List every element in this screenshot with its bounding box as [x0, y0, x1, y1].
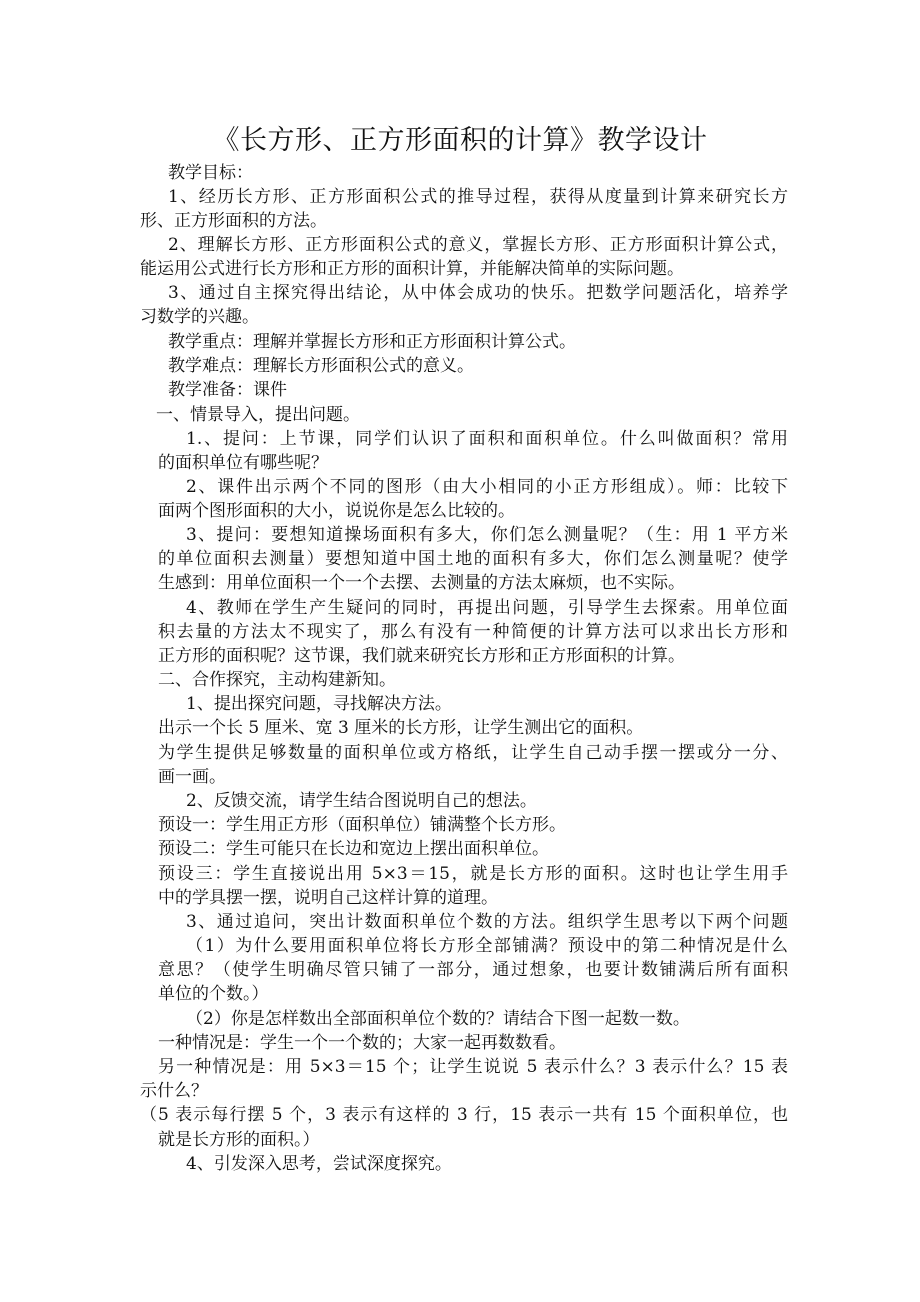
text-line: 能运用公式进行长方形和正方形的面积计算，并能解决简单的实际问题。	[140, 259, 684, 279]
text-line: 3、通过自主探究得出结论，从中体会成功的快乐。把数学问题活化，培养学	[168, 283, 788, 303]
text-line: 预设二：学生可能只在长边和宽边上摆出面积单位。	[158, 839, 549, 859]
text-line: 另一种情况是：用 5×3＝15 个；让学生说说 5 表示什么？3 表示什么？15 表	[158, 1057, 788, 1077]
text-line: 教学准备：课件	[168, 380, 287, 400]
text-line: 2、反馈交流，请学生结合图说明自己的想法。	[186, 791, 537, 811]
text-line: 2、课件出示两个不同的图形（由大小相同的小正方形组成）。师：比较下	[186, 477, 788, 497]
text-line: 的单位面积去测量）要想知道中国土地的面积有多大，你们怎么测量呢？使学	[158, 549, 788, 569]
text-line: 2、理解长方形、正方形面积公式的意义，掌握长方形、正方形面积计算公式，	[168, 235, 788, 255]
text-line: 示什么？	[140, 1081, 208, 1101]
text-line: 预设三：学生直接说出用 5×3＝15，就是长方形的面积。这时也让学生用手	[158, 864, 788, 884]
text-line: 教学难点：理解长方形面积公式的意义。	[168, 356, 474, 376]
text-line: 教学重点：理解并掌握长方形和正方形面积计算公式。	[168, 332, 576, 352]
text-line: 就是长方形的面积。）	[158, 1130, 320, 1150]
text-line: 意思？（使学生明确尽管只铺了一部分，通过想象，也要计数铺满后所有面积	[158, 960, 788, 980]
text-line: 1、经历长方形、正方形面积公式的推导过程，获得从度量到计算来研究长方	[168, 187, 788, 207]
text-line: （1）为什么要用面积单位将长方形全部铺满？预设中的第二种情况是什么	[186, 936, 788, 956]
text-line: 预设一：学生用正方形（面积单位）铺满整个长方形。	[158, 815, 566, 835]
text-line: 单位的个数。）	[158, 984, 269, 1004]
text-line: 3、提问：要想知道操场面积有多大，你们怎么测量呢？（生：用 1 平方米	[186, 525, 788, 545]
text-line: 4、教师在学生产生疑问的同时，再提出问题，引导学生去探索。用单位面	[186, 598, 788, 618]
text-line: 教学目标：	[168, 163, 253, 183]
text-line: 一、情景导入，提出问题。	[156, 405, 360, 425]
text-line: 中的学具摆一摆，说明自己这样计算的道理。	[158, 888, 498, 908]
text-line: （2）你是怎样数出全部面积单位个数的？请结合下图一起数一数。	[186, 1009, 690, 1029]
text-line: 1、提出探究问题，寻找解决方法。	[186, 694, 452, 714]
document-title: 《长方形、正方形面积的计算》教学设计	[212, 125, 708, 156]
text-line: （5 表示每行摆 5 个，3 表示有这样的 3 行，15 表示一共有 15 个面积单位，也	[140, 1105, 788, 1125]
text-line: 4、引发深入思考，尝试深度探究。	[186, 1154, 452, 1174]
text-line: 正方形的面积呢？这节课，我们就来研究长方形和正方形面积的计算。	[158, 646, 685, 666]
text-line: 出示一个长 5 厘米、宽 3 厘米的长方形，让学生测出它的面积。	[158, 718, 644, 738]
text-line: 1.、提问：上节课，同学们认识了面积和面积单位。什么叫做面积？常用	[186, 429, 788, 449]
text-line: 面两个图形面积的大小，说说你是怎么比较的。	[158, 501, 515, 521]
text-line: 的面积单位有哪些呢？	[158, 453, 328, 473]
text-line: 一种情况是：学生一个一个数的；大家一起再数数看。	[158, 1033, 566, 1053]
text-line: 形、正方形面积的方法。	[140, 211, 327, 231]
text-line: 为学生提供足够数量的面积单位或方格纸，让学生自己动手摆一摆或分一分、	[158, 743, 788, 763]
text-line: 二、合作探究，主动构建新知。	[158, 670, 396, 690]
text-line: 生感到：用单位面积一个一个去摆、去测量的方法太麻烦，也不实际。	[158, 573, 685, 593]
text-line: 3、通过追问，突出计数面积单位个数的方法。组织学生思考以下两个问题	[186, 912, 788, 932]
text-line: 习数学的兴趣。	[140, 307, 259, 327]
text-line: 画一画。	[158, 767, 226, 787]
text-line: 积去量的方法太不现实了，那么有没有一种简便的计算方法可以求出长方形和	[158, 622, 788, 642]
